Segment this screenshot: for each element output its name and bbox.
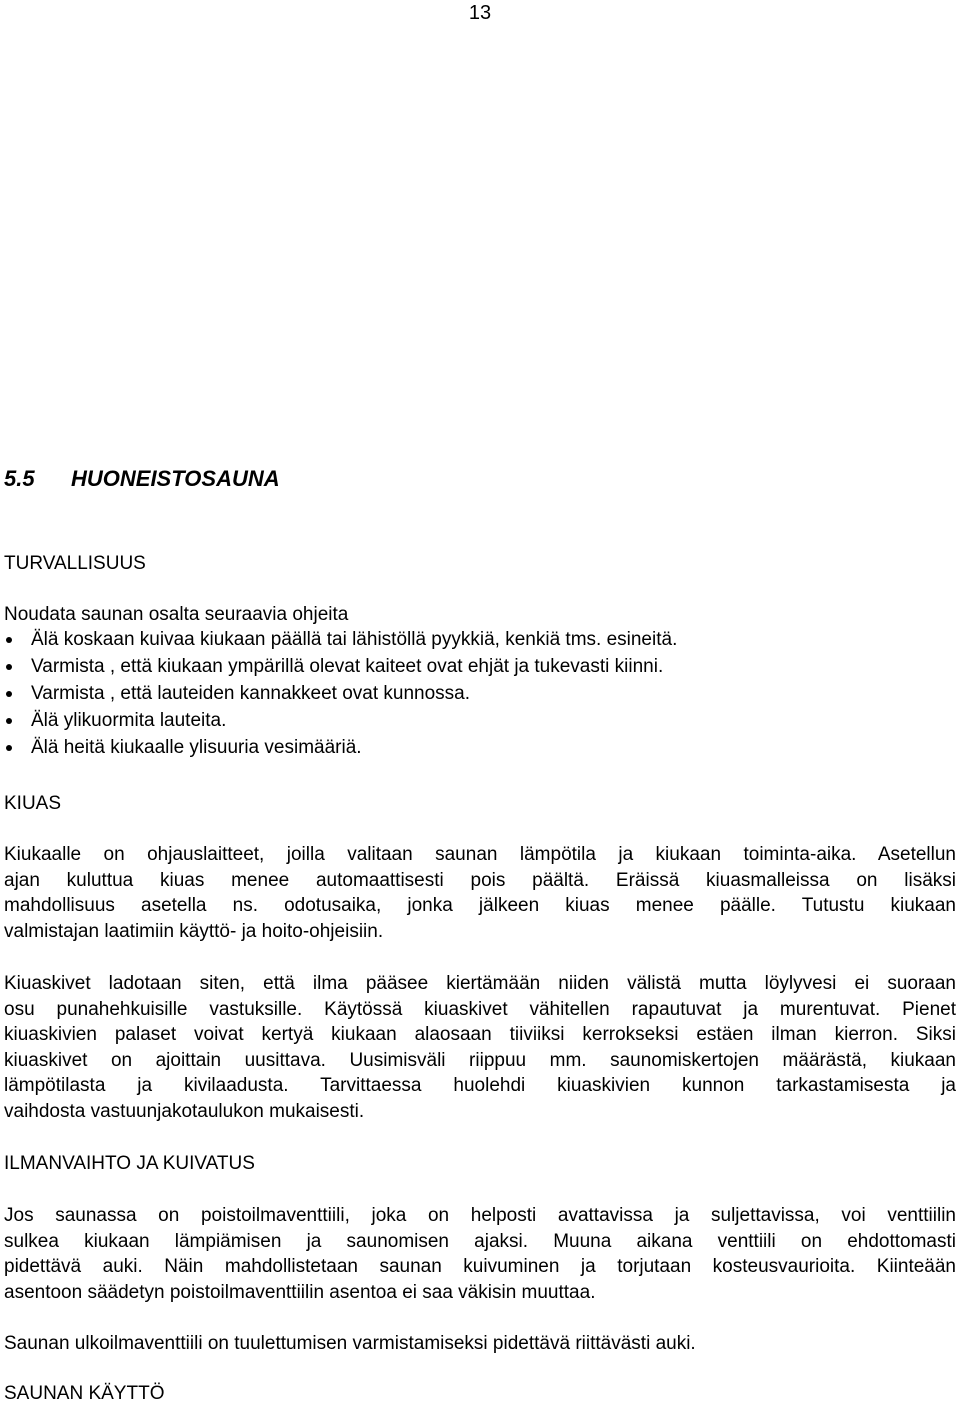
- ilmanvaihto-paragraph-1: [4, 1203, 956, 1305]
- heading-turvallisuus: TURVALLISUUS: [4, 553, 146, 574]
- kiuas-paragraph-2: [4, 971, 956, 1125]
- list-item: Varmista , että lauteiden kannakkeet ovat kunnossa.: [4, 680, 677, 707]
- heading-ilmanvaihto: ILMANVAIHTO JA KUIVATUS: [4, 1153, 255, 1174]
- paragraph-line: Jos saunassa on poistoilmaventtiili, joka on helposti avattavissa ja suljettavissa, voi venttiilin: [4, 1205, 956, 1226]
- paragraph-line: ajan kuluttua kiuas menee automaattisesti pois päältä. Eräissä kiuasmalleissa on lisäksi: [4, 869, 956, 891]
- turvallisuus-intro: Noudata saunan osalta seuraavia ohjeita: [4, 604, 349, 625]
- ilmanvaihto-paragraph-2: [4, 1331, 956, 1357]
- paragraph-line: mahdollisuus asetella ns. odotusaika, jonka jälkeen kiuas menee päälle. Tutustu kiukaan: [4, 895, 956, 917]
- paragraph-line: Saunan ulkoilmaventtiili on tuulettumisen varmistamiseksi pidettävä riittävästi auki.: [4, 1333, 696, 1354]
- kiuas-paragraph-1: [4, 842, 956, 944]
- paragraph-line: osu punahehkuisille vastuksille. Käytössä kiuaskivet vähitellen rapautuvat ja murentuvat. Pienet: [4, 998, 956, 1020]
- list-item: Älä heitä kiukaalle ylisuuria vesimääriä.: [4, 734, 677, 761]
- paragraph-line: valmistajan laatimiin käyttö- ja hoito-ohjeisiin.: [4, 920, 384, 942]
- page-number: 13: [468, 2, 492, 24]
- list-item: Älä ylikuormita lauteita.: [4, 707, 677, 734]
- section-number: 5.5: [4, 466, 35, 491]
- paragraph-line: kiuaskivien palaset voivat kertyä kiukaan alaosaan tiiviiksi kerrokseksi estäen ilman kierron. Siksi: [4, 1024, 956, 1046]
- paragraph-line: Kiuaskivet ladotaan siten, että ilma pääsee kiertämään niiden välistä mutta löylyvesi ei suoraan: [4, 973, 956, 994]
- paragraph-line: asentoon säädetyn poistoilmaventtiilin asentoa ei saa väkisin muuttaa.: [4, 1281, 596, 1303]
- paragraph-line: lämpötilasta ja kivilaadusta. Tarvittaessa huolehdi kiuaskivien kunnon tarkastamisesta ja: [4, 1075, 956, 1097]
- heading-saunan-kaytto: SAUNAN KÄYTTÖ: [4, 1383, 165, 1404]
- safety-bullet-list: [4, 626, 677, 761]
- list-item: Älä koskaan kuivaa kiukaan päällä tai lähistöllä pyykkiä, kenkiä tms. esineitä.: [4, 626, 677, 653]
- heading-kiuas: KIUAS: [4, 793, 62, 814]
- paragraph-line: Kiukaalle on ohjauslaitteet, joilla valitaan saunan lämpötila ja kiukaan toiminta-aika. Asetellun: [4, 844, 956, 865]
- paragraph-line: sulkea kiukaan lämpiämisen ja saunomisen ajaksi. Muuna aikana venttiili on ehdottomasti: [4, 1230, 956, 1252]
- section-title-text: HUONEISTOSAUNA: [71, 466, 280, 491]
- paragraph-line: vaihdosta vastuunjakotaulukon mukaisesti.: [4, 1100, 365, 1122]
- paragraph-line: kiuaskivet on ajoittain uusittava. Uusimisväli riippuu mm. saunomiskertojen määrästä, kiukaan: [4, 1049, 956, 1071]
- paragraph-line: pidettävä auki. Näin mahdollistetaan saunan kuivuminen ja torjutaan kosteusvaurioita. Kiinteään: [4, 1256, 956, 1278]
- section-title: [4, 466, 280, 491]
- list-item: Varmista , että kiukaan ympärillä olevat kaiteet ovat ehjät ja tukevasti kiinni.: [4, 653, 677, 680]
